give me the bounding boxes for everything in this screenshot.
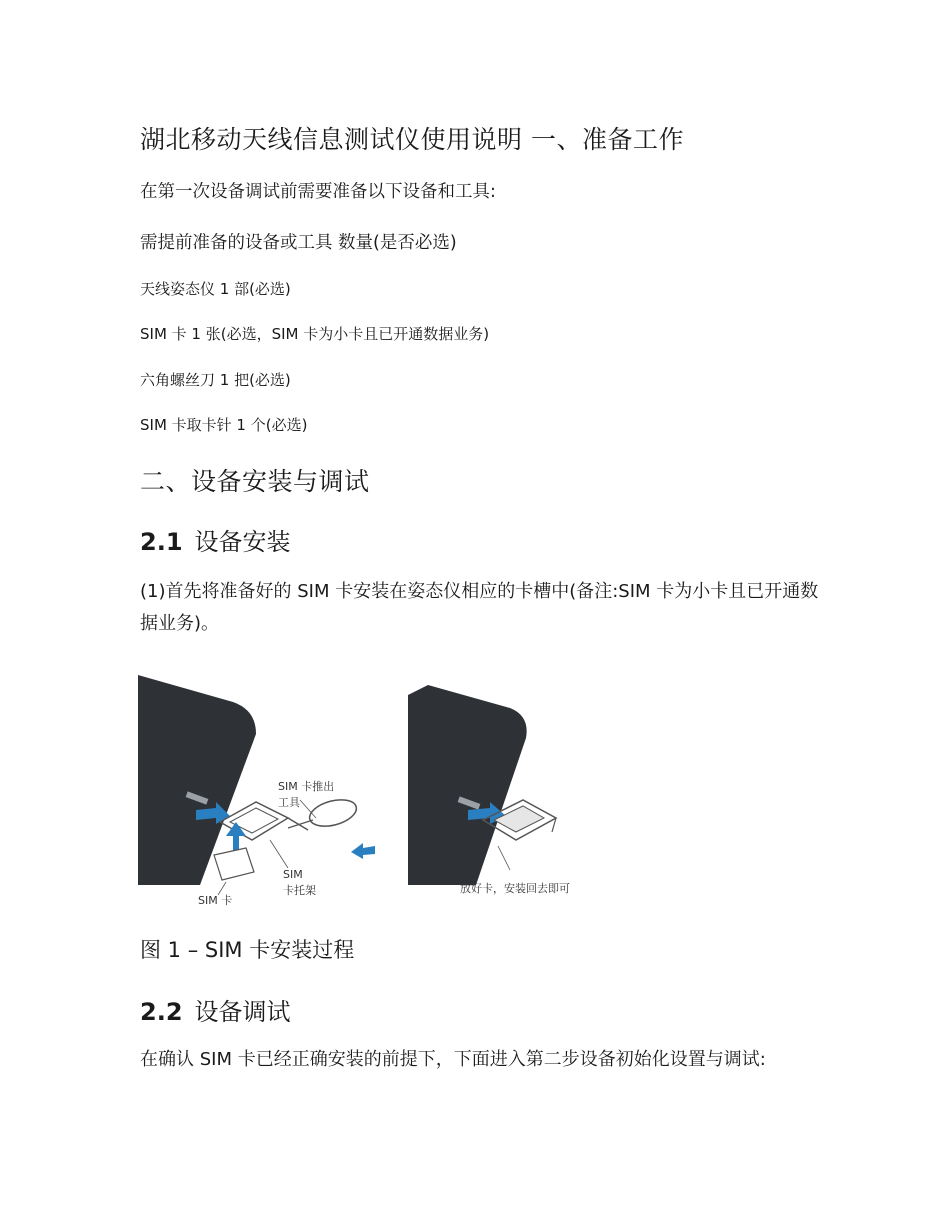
sim-install-illustration <box>138 650 618 915</box>
list-item: SIM 卡取卡针 1 个(必选) <box>140 416 308 434</box>
device-corner-right <box>408 685 527 885</box>
push-arrow-icon <box>351 843 375 859</box>
sim-card-label: SIM 卡 <box>198 894 233 907</box>
table-header: 需提前准备的设备或工具 数量(是否必选) <box>140 233 457 253</box>
section-number: 2.1 <box>140 528 183 556</box>
tray-label-2: 卡托架 <box>283 884 316 897</box>
section-2-2-heading <box>140 992 291 1027</box>
eject-tool-label: SIM 卡推出 <box>278 780 335 793</box>
section-2-heading: 二、设备安装与调试 <box>140 467 370 496</box>
list-item: SIM 卡 1 张(必选，SIM 卡为小卡且已开通数据业务) <box>140 325 490 343</box>
section-title: 设备调试 <box>194 998 291 1026</box>
section-number: 2.2 <box>140 998 183 1026</box>
section-2-1-heading <box>140 522 291 557</box>
section-2-1-paragraph: (1)首先将准备好的 SIM 卡安装在姿态仪相应的卡槽中(备注:SIM 卡为小卡且已开通数据业务)。 <box>140 581 819 634</box>
figure-caption: 图 1 – SIM 卡安装过程 <box>140 938 355 962</box>
sim-install-figure <box>138 650 618 915</box>
section-2-2-paragraph: 在确认 SIM 卡已经正确安装的前提下，下面进入第二步设备初始化设置与调试: <box>140 1049 766 1070</box>
section-title: 设备安装 <box>194 528 291 556</box>
tray-label: SIM <box>283 868 303 881</box>
done-label: 放好卡，安装回去即可 <box>460 882 570 895</box>
sim-card-shape <box>214 848 254 880</box>
list-item: 天线姿态仪 1 部(必选) <box>140 280 291 298</box>
intro-text: 在第一次设备调试前需要准备以下设备和工具: <box>140 182 496 202</box>
eject-tool-label-2: 工具 <box>278 796 300 809</box>
document-title: 湖北移动天线信息测试仪使用说明 一、准备工作 <box>140 125 684 154</box>
list-item: 六角螺丝刀 1 把(必选) <box>140 371 291 389</box>
